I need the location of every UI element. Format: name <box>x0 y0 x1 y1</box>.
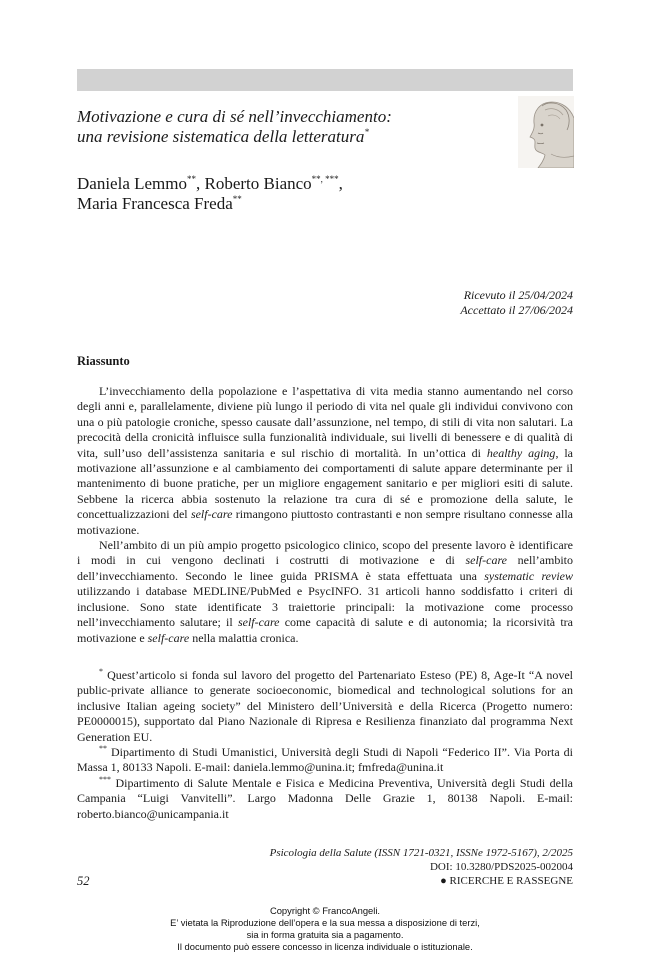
title-line-1: Motivazione e cura di sé nell’invecchiamento: <box>77 107 392 126</box>
text-run: nella malattia cronica. <box>189 630 299 645</box>
footnote-mark: * <box>99 667 103 676</box>
header-bar <box>77 69 573 91</box>
section-label: ● RICERCHE E RASSEGNE <box>440 875 573 887</box>
text-run: come capacità di salute e di autonomia; la ricorsività tra motivazione e <box>77 615 573 645</box>
author-name: Roberto Bianco <box>204 174 312 193</box>
abstract-heading: Riassunto <box>77 354 130 368</box>
italic-term: self-care <box>237 615 280 630</box>
footnote-text: Quest’articolo si fonda sul lavoro del progetto del Partenariato Esteso (PE) 8, Age-It “A novel public-private alliance to generate socioeconomic, biomedical and technological solutions for an inclusive Italian ageing society” del Ministero dell’Università e della Ricerca (Progetto numero: PE0000015), supportato dal Piano Nazionale di Ripresa e Resilienza finanziato dal programma Next Generation EU. <box>77 668 573 744</box>
footnote <box>77 745 573 776</box>
journal-citation: Psicologia della Salute (ISSN 1721-0321, ISSNe 1972-5167), 2/2025 <box>269 847 573 859</box>
abstract-body <box>77 384 573 646</box>
text-run: utilizzando i database MEDLINE/PubMed e PsycINFO. 31 articoli hanno soddisfatto i criteri di inclusione. Sono state identificate 3 traiettorie principali: la motivazione come processo nell’invecchiamento salutare; il <box>77 584 573 630</box>
title-line-2: una revisione sistematica della letteratura <box>77 127 365 146</box>
author-affiliation-mark: **, *** <box>311 174 339 184</box>
footnote-text: Dipartimento di Salute Mentale e Fisica e Medicina Preventiva, Università degli Studi della Campania “Luigi Vanvitelli”. Largo Madonna Delle Grazie 1, 80138 Napoli. E-mail: roberto.bianco@unicampania.it <box>77 775 573 821</box>
footnote <box>77 776 573 822</box>
author-name: Maria Francesca Freda <box>77 194 233 213</box>
authors: Daniela Lemmo**, Roberto Bianco**, ***, Maria Francesca Freda** <box>77 174 343 213</box>
text-run: Nell’ambito di un più ampio progetto psicologico clinico, scopo del presente lavoro è identificare i modi in cui vengono declinati i costrutti di motivazione e di <box>77 538 573 568</box>
footnote-mark: ** <box>99 744 107 754</box>
author-affiliation-mark: ** <box>232 194 242 204</box>
text-run: L’invecchiamento della popolazione e l’aspettativa di vita media stanno aumentando nel corso degli anni e, parallelamente, diviene più lungo il periodo di vita nel quale gli individui convivono con una o più patologie croniche, spesso causate dall’assunzione, nel tempo, di stili di vita non salutari. La precocità della cronicità influisce sulla funzionalità individuale, sui livelli di benessere e di qualità di vita, sull’uso dell’assistenza sanitaria e sul rischio di mortalità. In un’ottica di <box>77 384 573 460</box>
title-footnote-mark: * <box>364 127 369 137</box>
copyright-line: sia in forma gratuita sia a pagamento. <box>246 929 404 940</box>
footnote-text: Dipartimento di Studi Umanistici, Università degli Studi di Napoli “Federico II”. Via Porta di Massa 1, 80133 Napoli. E-mail: daniela.lemmo@unina.it; fmfreda@unina.it <box>77 745 573 775</box>
text-run: , la motivazione all’assunzione e al cambiamento dei comportamenti di salute appare determinante per il mantenimento di buone pratiche, per un migliore engagement sanitario e per migliori esiti di salute. Sebbene la ricerca abbia sostenuto la relazione tra cura di sé e promozione della salute, le concettualizzazioni del <box>77 445 573 522</box>
author-name: Daniela Lemmo <box>77 174 187 193</box>
italic-term: self-care <box>465 553 508 568</box>
copyright-line: E’ vietata la Riproduzione dell’opera e la sua messa a disposizione di terzi, <box>170 917 480 928</box>
received-date: Ricevuto il 25/04/2024 <box>463 288 573 302</box>
text-run: nell’ambito dell’invecchiamento. Secondo le linee guida PRISMA è stata effettuata una <box>77 553 573 583</box>
italic-term: self-care <box>147 630 190 645</box>
journal-portrait-logo <box>518 96 574 168</box>
page-number: 52 <box>77 874 90 888</box>
journal-info <box>270 846 573 874</box>
text-run: rimangono piuttosto contrastanti e non sempre risultano connesse alla motivazione. <box>77 507 573 537</box>
doi: DOI: 10.3280/PDS2025-002004 <box>429 861 573 873</box>
abstract-paragraph <box>77 538 573 646</box>
accepted-date: Accettato il 27/06/2024 <box>460 303 573 317</box>
article-dates <box>460 288 573 318</box>
author-affiliation-mark: ** <box>187 174 196 184</box>
italic-term: systematic review <box>484 568 574 583</box>
copyright-line: Copyright © FrancoAngeli. <box>269 905 381 916</box>
footnote-mark: *** <box>99 774 111 784</box>
copyright-line: Il documento può essere concesso in licenza individuale o istituzionale. <box>177 941 473 952</box>
footnote <box>77 668 573 745</box>
article-title <box>77 107 497 147</box>
abstract-paragraph <box>77 384 573 538</box>
copyright-notice <box>0 905 650 953</box>
italic-term: self-care <box>190 507 233 522</box>
footnotes <box>77 668 573 822</box>
italic-term: healthy aging <box>486 445 556 460</box>
